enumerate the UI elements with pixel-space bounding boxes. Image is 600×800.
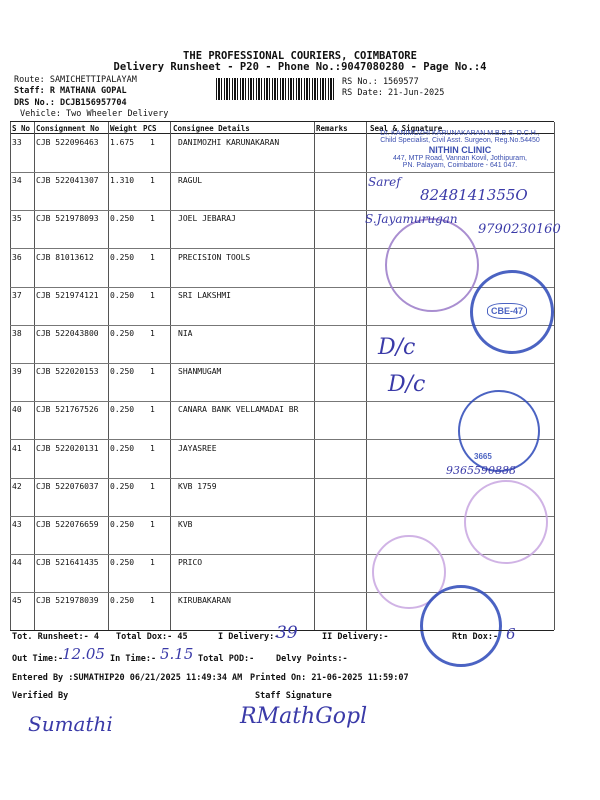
row-sno: 41 — [12, 443, 22, 453]
row-sno: 42 — [12, 481, 22, 491]
clinic-address-2: PN. Palayam, Coimbatore - 641 047. — [402, 162, 518, 169]
table-row — [10, 325, 554, 364]
row-consignment-no: CJB 81013612 — [36, 252, 94, 262]
row-weight: 1.310 — [110, 176, 135, 186]
row-sno: 35 — [12, 214, 22, 224]
rs-number: RS No.: 1569577 — [342, 77, 419, 87]
route: Route: SAMICHETTIPALAYAM — [14, 75, 137, 85]
row-consignee: KIRUBAKARAN — [178, 596, 231, 606]
row-sno: 39 — [12, 367, 22, 377]
row-consignee: SHANMUGAM — [178, 367, 222, 377]
tot-runsheet: Tot. Runsheet:- 4 — [12, 632, 99, 642]
row-weight: 0.250 — [110, 405, 135, 415]
col-consignee: Consignee Details — [173, 124, 250, 133]
hw-rtn: 6 — [506, 625, 516, 643]
header-top-line — [10, 121, 554, 122]
hw-r34-name: Saref — [368, 175, 401, 189]
hw-out-time: 12.05 — [62, 645, 105, 663]
vehicle: Vehicle: Two Wheeler Delivery — [20, 109, 169, 119]
canara-code: 3665 — [474, 452, 492, 461]
hw-in-time: 5.15 — [160, 645, 194, 663]
row-consignee: SRI LAKSHMI — [178, 290, 231, 300]
row-pcs: 1 — [150, 214, 155, 224]
row-consignee: KVB 1759 — [178, 481, 217, 491]
row-pcs: 1 — [150, 252, 155, 262]
out-time: Out Time:- — [12, 654, 64, 664]
row-weight: 0.250 — [110, 443, 135, 453]
clinic-address-1: 447, MTP Road, Vannan Kovil, Jothipuram, — [393, 155, 527, 162]
clinic-name: NITHIN CLINIC — [428, 145, 492, 155]
printed-on: Printed On: 21-06-2025 11:59:07 — [250, 673, 409, 683]
clinic-stamp — [360, 130, 560, 169]
drs-number: DRS No.: DCJB156957704 — [14, 98, 127, 108]
row-sno: 37 — [12, 290, 22, 300]
row-weight: 0.250 — [110, 329, 135, 338]
row-pcs: 1 — [150, 138, 155, 147]
row-consignee: PRECISION TOOLS — [178, 252, 251, 262]
col-remarks: Remarks — [316, 124, 348, 133]
row-consignment-no: CJB 521974121 — [36, 290, 99, 300]
row-weight: 0.250 — [110, 558, 135, 568]
verified-signature: Sumathi — [28, 712, 113, 736]
row-sno: 44 — [12, 558, 22, 568]
total-dox: Total Dox:- 45 — [116, 632, 188, 642]
row-sno: 40 — [12, 405, 22, 415]
kirubakaran-stamp — [420, 585, 502, 667]
clinic-doctor: Dr. KANIMOZHI KARUNAKARAN M.B.B.S. D.C.H., — [380, 130, 540, 137]
row-consignee: PRICO — [178, 558, 203, 568]
lakshmi-code: CBE-47 — [487, 303, 527, 319]
precision-tools-stamp — [385, 218, 479, 312]
barcode — [216, 78, 334, 100]
col-seal-signature: Seal & Signature — [370, 124, 443, 133]
staff: Staff: R MATHANA GOPAL — [14, 86, 127, 96]
i-delivery: I Delivery:- — [218, 632, 280, 642]
hw-r35-phone: 9790230160 — [478, 222, 561, 237]
entered-by: Entered By :SUMATHIP20 06/21/2025 11:49:34 AM — [12, 673, 243, 683]
row-consignment-no: CJB 522020153 — [36, 367, 99, 377]
staff-signature: RMathGopl — [240, 704, 368, 729]
row-consignment-no: CJB 522076037 — [36, 481, 99, 491]
clinic-desc: Child Specialist, Civil Asst. Surgeon, Reg.No.54450 — [380, 137, 540, 144]
row-consignee: CANARA BANK VELLAMADAI BR — [178, 405, 299, 415]
row-weight: 0.250 — [110, 290, 135, 300]
row-weight: 0.250 — [110, 214, 135, 224]
row-consignment-no: CJB 522096463 — [36, 138, 99, 147]
row-pcs: 1 — [150, 443, 155, 453]
kvb-stamp — [464, 480, 548, 564]
table-row — [10, 363, 554, 402]
row-pcs: 1 — [150, 596, 155, 606]
row-weight: 0.250 — [110, 252, 135, 262]
row-sno: 43 — [12, 520, 22, 529]
row-weight: 0.250 — [110, 481, 135, 491]
hw-r35-name: S.Jayamurugan — [365, 212, 458, 226]
row-consignee: JOEL JEBARAJ — [178, 214, 236, 224]
row-sno: 34 — [12, 176, 22, 186]
rs-date: RS Date: 21-Jun-2025 — [342, 88, 445, 98]
col-consignment: Consignment No — [36, 124, 100, 133]
ii-delivery: II Delivery:- — [322, 632, 389, 642]
hw-r41-phone: 9365590888 — [446, 464, 516, 477]
delvy-points: Delvy Points:- — [276, 654, 348, 664]
row-sno: 36 — [12, 252, 22, 262]
table-border-right — [554, 122, 555, 630]
rtn-dox: Rtn Dox:- — [452, 632, 499, 642]
runsheet-subtitle: Delivery Runsheet - P20 - Phone No.:9047080280 - Page No.:4 — [113, 61, 487, 73]
hw-r38: D/c — [378, 335, 416, 360]
staff-signature-label: Staff Signature — [255, 691, 332, 701]
row-consignment-no: CJB 522043800 — [36, 329, 99, 338]
row-pcs: 1 — [150, 558, 155, 568]
row-consignee: NIA — [178, 329, 193, 338]
row-consignee: JAYASREE — [178, 443, 217, 453]
row-consignment-no: CJB 521978093 — [36, 214, 99, 224]
row-consignment-no: CJB 521767526 — [36, 405, 99, 415]
row-pcs: 1 — [150, 329, 155, 338]
total-pod: Total POD:- — [198, 654, 255, 664]
col-pcs: PCS — [143, 124, 157, 133]
row-weight: 1.675 — [110, 138, 135, 147]
hw-r39: D/c — [388, 372, 426, 397]
canara-bank-stamp — [458, 390, 540, 472]
row-sno: 33 — [12, 138, 22, 147]
hw-delivered: 39 — [276, 623, 298, 643]
row-consignment-no: CJB 522041307 — [36, 176, 99, 186]
row-pcs: 1 — [150, 176, 155, 186]
row-sno: 38 — [12, 329, 22, 338]
verified-by: Verified By — [12, 691, 69, 701]
row-consignment-no: CJB 521978039 — [36, 596, 99, 606]
row-pcs: 1 — [150, 290, 155, 300]
row-weight: 0.250 — [110, 520, 135, 529]
row-pcs: 1 — [150, 520, 155, 529]
row-weight: 0.250 — [110, 596, 135, 606]
col-weight: Weight — [110, 124, 138, 133]
row-consignee: DANIMOZHI KARUNAKARAN — [178, 138, 280, 147]
sri-lakshmi-industries-stamp — [470, 270, 554, 354]
row-pcs: 1 — [150, 405, 155, 415]
row-consignee: KVB — [178, 520, 193, 529]
row-pcs: 1 — [150, 367, 155, 377]
in-time: In Time:- — [110, 654, 157, 664]
row-sno: 45 — [12, 596, 22, 606]
col-sno: S No — [12, 124, 31, 133]
row-consignment-no: CJB 522076659 — [36, 520, 99, 529]
row-consignment-no: CJB 521641435 — [36, 558, 99, 568]
company-title: THE PROFESSIONAL COURIERS, COIMBATORE — [183, 50, 417, 62]
row-consignee: RAGUL — [178, 176, 203, 186]
hw-r34-phone: 8248141355O — [420, 186, 528, 204]
row-consignment-no: CJB 522020131 — [36, 443, 99, 453]
row-pcs: 1 — [150, 481, 155, 491]
row-weight: 0.250 — [110, 367, 135, 377]
